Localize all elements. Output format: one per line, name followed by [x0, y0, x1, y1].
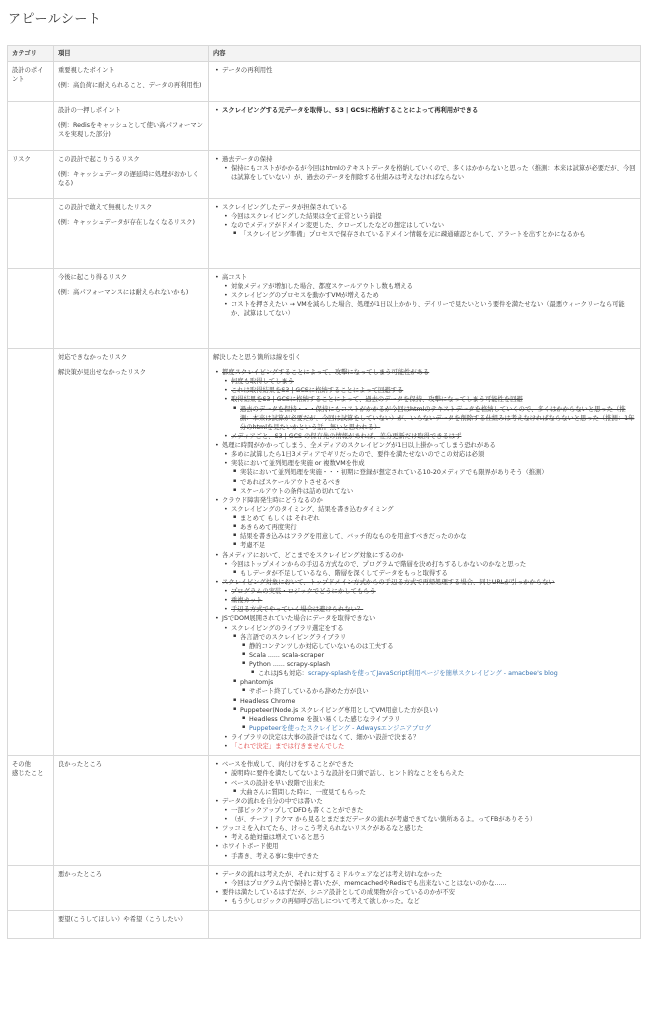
bullet-list — [213, 155, 636, 182]
list-item — [231, 395, 636, 432]
category-cell — [8, 102, 54, 150]
item-cell — [54, 865, 209, 911]
bullet-list — [213, 273, 636, 319]
list-item — [249, 724, 636, 733]
list-item-text: ベースを作成して、肉付けをすることができた — [222, 761, 354, 769]
list-item-text: 大曲さんに質問した時に、一度見てもらった — [240, 788, 366, 796]
item-text: 重要視したポイント — [58, 67, 115, 75]
category-cell — [8, 865, 54, 911]
list-item-text: 今回はトップメインからの手辺る方式なので、プログラムで階層を決め打ちするしかないのかなと思った — [231, 560, 527, 568]
list-item — [240, 788, 636, 797]
list-item-text: ベースの設計を早い段階で出来た — [231, 779, 326, 787]
list-item-text: これはJSも対応： — [258, 670, 308, 678]
list-item-text: データの流れを自分の中では書いた — [222, 797, 323, 805]
bullet-list — [222, 879, 636, 888]
list-item — [222, 155, 636, 182]
item-cell — [54, 756, 209, 865]
content-cell — [209, 102, 641, 150]
item-text: この設計で起こりうるリスク — [58, 155, 140, 163]
list-item — [240, 523, 636, 532]
bullet-list — [213, 368, 636, 751]
list-item-text: 実装において並列処理を実施 or 複数VMを作成 — [231, 460, 365, 468]
bullet-list — [240, 687, 636, 696]
list-item-text: スクレイピングのタイミング、結果を書き込むタイミング — [231, 505, 394, 513]
list-item — [231, 815, 636, 824]
list-item — [222, 496, 636, 551]
item-text: (例：キャッシュデータの遅延時に処理がおかしくなる) — [58, 170, 199, 187]
table-row — [8, 198, 641, 268]
list-item — [231, 769, 636, 778]
bullet-list — [213, 870, 636, 907]
bullet-list — [222, 624, 636, 752]
list-item-text: 保持にもコストがかかるが今回はhtmlのテキストデータを格納していくので、多くはかからないと思った（推測：本来は試算が必要だが、今回は試算をしていない）が、過去のデータを削除する仕組みは考えなければならない — [231, 164, 636, 181]
list-item — [231, 386, 636, 395]
list-item — [222, 578, 636, 587]
list-item — [222, 203, 636, 240]
table-row — [8, 911, 641, 939]
table-row — [8, 150, 641, 198]
list-item — [231, 212, 636, 221]
list-item-text: まとめて もしくは それぞれ — [240, 515, 320, 522]
list-item-text: phantomjs — [240, 679, 274, 687]
content-cell — [209, 911, 641, 939]
table-row — [8, 268, 641, 348]
item-text: 悪かったところ — [58, 870, 103, 878]
bullet-list — [222, 560, 636, 578]
list-item-text: スクレイピングしたデータが担保されている — [222, 203, 348, 211]
list-item — [249, 651, 636, 660]
list-item — [240, 478, 636, 487]
bullet-list — [231, 230, 636, 239]
item-text: 解決策が見出せなかったリスク — [58, 369, 147, 376]
list-item-text: 都度スクレイピングすることによって、攻撃になってしまう可能性がある — [222, 369, 430, 376]
list-item-text: （が、チーフ | テクマ から見るとまだまだデータの流れが考慮できてない箇所あるよ。ってFBがありそう） — [231, 816, 537, 823]
category-cell — [8, 911, 54, 939]
item-cell — [54, 268, 209, 348]
bullet-list — [222, 897, 636, 906]
list-item-text: 静的コンテンツしか対応していないものは工夫する — [249, 642, 394, 650]
list-item — [222, 368, 636, 441]
item-cell — [54, 62, 209, 102]
list-item — [240, 468, 636, 477]
list-item-text: データの流れは考えたが、それに対するミドルウェアなどは考え切れなかった — [222, 870, 443, 878]
list-item-text: ホワイトボード使用 — [222, 843, 279, 851]
list-item-text: サポート終了しているから辞めた方が良い — [249, 688, 369, 696]
list-item — [222, 824, 636, 842]
list-item-text: スクレイピング対象において、トップドメイン方式からの手辺る方式で再帰処理する場合、同じURLが引っかからない — [222, 578, 555, 586]
list-item-text: Scala ...... scala-scraper — [249, 651, 325, 659]
bullet-list — [222, 833, 636, 842]
list-item — [240, 541, 636, 550]
list-item-text: ライブラリの決定は大事の設計ではなくて、細かい設計で決まる？ — [231, 734, 420, 741]
list-item — [231, 300, 636, 318]
bullet-list — [222, 450, 636, 496]
list-item — [240, 678, 636, 696]
list-item-text: 手書き、考える事に集中できた — [231, 852, 319, 860]
item-cell — [54, 102, 209, 150]
list-item-text: 高コスト — [222, 273, 248, 281]
category-cell — [8, 348, 54, 755]
item-text: (例：キャッシュデータが存在しなくなるリスク) — [58, 219, 195, 226]
list-item — [222, 106, 636, 115]
list-item-text: スクレイピングのプロセスを動かすVMが増えるため — [231, 292, 379, 300]
item-text: 対応できなかったリスク — [58, 353, 128, 361]
bullet-list — [213, 106, 636, 115]
list-item — [249, 660, 636, 678]
bullet-list — [231, 405, 636, 432]
list-item-text: 要件は満たしているはずだが、シニア設計としての成果物が合っているのかが不安 — [222, 888, 455, 896]
list-item-text: ツッコミを入れてたら、けっこう考えられないリスクがあるなと感じた — [222, 825, 424, 833]
list-item — [231, 833, 636, 842]
list-item-text: JSでDOM展開されていた場合にデータを取得できない — [222, 615, 376, 623]
list-item — [222, 273, 636, 319]
list-item — [231, 432, 636, 441]
list-item-text: 対象メディアが増加した場合、都度スケールアウトし数も増える — [231, 283, 413, 290]
list-item — [240, 514, 636, 523]
list-item-text: Python ...... scrapy-splash — [249, 661, 331, 668]
list-item — [231, 560, 636, 578]
list-item — [249, 642, 636, 651]
bullet-list — [222, 769, 636, 796]
table-header-row — [8, 46, 641, 62]
list-item-text: もしデータが不足しているなら、階層を深くしてデータをもっと取得する — [240, 569, 448, 577]
list-item-text: 過去データの保持 — [222, 155, 273, 163]
list-item-text: スクレイピングする元データを取得し、S3 | GCSに格納することによって再利用ができる — [222, 107, 479, 115]
content-cell — [209, 348, 641, 755]
list-item — [240, 230, 636, 239]
list-item-text: スクレイピングのライブラリ選定をする — [231, 624, 344, 632]
bullet-list — [222, 164, 636, 182]
list-item — [222, 797, 636, 824]
table-row — [8, 865, 641, 911]
bullet-list — [222, 282, 636, 319]
list-item — [240, 697, 636, 706]
list-item-text: 重複カット — [231, 597, 263, 605]
list-item-text: 実装において並列処理を実施・・・初期に登録が想定されている10-20メディアでも限界がありそう（推測） — [240, 469, 548, 477]
item-text: この設計で敢えて無視したリスク — [58, 203, 153, 211]
list-item-text: 各メディアにおいて、どこまでをスクレイピング対象にするのか — [222, 551, 404, 559]
list-item-text: 今回はプログラム内で保持と書いたが、memcachedやRedisでも出来ないことはないのかな...... — [231, 879, 507, 887]
table-row — [8, 102, 641, 150]
bullet-list — [231, 633, 636, 733]
list-item — [231, 164, 636, 182]
table-row — [8, 756, 641, 865]
bullet-list — [222, 505, 636, 551]
bullet-list — [249, 669, 636, 678]
table-row — [8, 348, 641, 755]
item-cell — [54, 348, 209, 755]
bullet-list — [240, 642, 636, 679]
bullet-list — [213, 760, 636, 860]
list-item-text: Puppeteer(Node.js スクレイピング専用としてVM用意した方が良い) — [240, 706, 438, 714]
list-item — [240, 569, 636, 578]
list-item — [240, 706, 636, 733]
list-item — [222, 870, 636, 888]
list-item-text: 考慮不足 — [240, 542, 266, 550]
list-item-text: 手辺る方式でやっていく場合は避けられない？ — [231, 606, 364, 614]
list-item — [222, 66, 636, 75]
list-item-text: データの再利用性 — [222, 67, 273, 75]
list-item — [231, 605, 636, 614]
list-item-text: スケールアウトの条件は詰め切れてない — [240, 487, 354, 495]
header-category: カテゴリ — [8, 46, 54, 62]
list-item — [231, 779, 636, 797]
list-item-text: Headless Chrome — [240, 697, 296, 705]
bullet-list — [213, 203, 636, 240]
list-item-text: 説明時に要件を満たしてないような設計を口頭で話し、ヒント的なことをもらえた — [231, 770, 464, 778]
list-item — [231, 450, 636, 459]
list-item — [231, 377, 636, 386]
bullet-list — [213, 66, 636, 75]
list-item-text: 過去のデータを保持・・・保持にもコストがかかるが今回はhtmlのテキストデータを格納していくので、多くはかからないと思った（推測：本来は試算が必要だが、今回は試算をしていない）が、いらないデータを削除する仕組みは考えなければならないと思った（推測：1年分のhtmlを見たいかという話。無いと思われる） — [240, 405, 635, 431]
category-cell — [8, 198, 54, 268]
list-item-text: 多めに試算したら1日3メディアでギリだったので、要件を満たせないのでこの対応は必須 — [231, 451, 485, 459]
list-item — [240, 487, 636, 496]
list-item-text: であればスケールアウトさせるべき — [240, 478, 341, 486]
bullet-list — [231, 569, 636, 578]
item-text: 今後に起こり得るリスク — [58, 273, 128, 281]
list-item — [249, 715, 636, 724]
item-text: 設計の一押しポイント — [58, 107, 121, 115]
item-cell — [54, 150, 209, 198]
item-text: (例：高負荷に耐えられること、データの再利用性) — [58, 82, 202, 90]
item-cell — [54, 911, 209, 939]
bullet-list — [231, 788, 636, 797]
list-item-text: クラウド障害発生時にどうなるのか — [222, 496, 323, 504]
list-item-text: プログラムの実装・ロジックでどうにかしてもらう — [231, 588, 376, 595]
page-title: アピールシート — [8, 12, 102, 27]
list-item — [231, 624, 636, 734]
category-cell: その他 感じたこと — [8, 756, 54, 865]
category-cell: 設計のポイント — [8, 62, 54, 102]
list-item — [222, 842, 636, 860]
list-item — [231, 505, 636, 551]
list-item — [231, 852, 636, 861]
list-item-text: 考える絶対量は増えていると思う — [231, 834, 326, 842]
list-item — [231, 733, 636, 742]
list-item — [231, 291, 636, 300]
bullet-list — [240, 715, 636, 733]
list-item — [240, 532, 636, 541]
list-item — [222, 888, 636, 906]
list-item-text: もう少しロジックの再帰呼び出しについて考えて欲しかった。など — [231, 898, 420, 905]
list-item — [240, 633, 636, 679]
list-item-text: コストを押さえたい → VMを減らした場合、処理が1日以上かかり、デイリーで見たいという要件を満たせない（最悪ウィークリーなら可能か、試算はしてない） — [231, 301, 625, 318]
table-row — [8, 62, 641, 102]
item-text: (例：Redisをキャッシュとして使い高パフォーマンスを実現した部分) — [58, 122, 203, 139]
list-item-text: なのでメディアがドメイン変更した、クローズしたなどの想定はしていない — [231, 222, 445, 230]
content-cell — [209, 150, 641, 198]
content-cell — [209, 865, 641, 911]
list-item-text: 一部ピックアップしてDFDも書くことができた — [231, 806, 364, 814]
bullet-list — [231, 468, 636, 495]
list-item-text: Headless Chrome を扱い易くした感じなライブラリ — [249, 715, 401, 723]
list-item-text: 今回はスクレイピングした結果は全て正常という前提 — [231, 213, 382, 220]
item-text: (例：高パフォーマンスには耐えられないかも) — [58, 289, 189, 296]
bullet-list — [231, 514, 636, 551]
bullet-list — [222, 806, 636, 824]
list-item-text: 各言語でのスクレイピングライブラリ — [240, 633, 347, 641]
list-item-text: メディアごと、S3 | GCS の保存先の情報があれば、差分更新だけ取得できるはず — [231, 432, 462, 440]
content-cell — [209, 198, 641, 268]
content-cell — [209, 62, 641, 102]
list-item — [231, 459, 636, 496]
list-item — [231, 596, 636, 605]
item-text: 要望(こうしてほしい）や希望（こうしたい） — [58, 916, 187, 924]
list-item — [222, 441, 636, 496]
list-item — [222, 614, 636, 751]
list-item-text: 処理に時間がかかってしまう、全メディアのスクレイピングが1日以上掛かってしまう恐れがある — [222, 442, 496, 449]
header-content: 内容 — [209, 46, 641, 62]
category-cell: リスク — [8, 150, 54, 198]
list-item-text: 「スクレイピング準備」プロセスで保存されているドメイン情報を元に疎通確認とかして、アラートを出すとかになるかも — [240, 231, 586, 239]
list-item — [249, 687, 636, 696]
list-item — [222, 551, 636, 578]
list-item — [231, 587, 636, 596]
list-item-text: あきらめて再度実行 — [240, 524, 297, 532]
list-item-text: 取得結果をS3 | GCSに格納することによって、過去のデータを保持、攻撃になってしまう可能性を回避 — [231, 396, 523, 404]
bullet-list — [222, 377, 636, 441]
bullet-list — [222, 852, 636, 861]
content-note: 解決したと思う箇所は線を引く — [213, 353, 302, 361]
list-item-text: 結果を書き込みはフラグを用意して、バッチ的なものを用意すべきだったのかな — [240, 533, 467, 541]
external-link[interactable]: Puppeteerを使ったスクレイピング - Adwaysエンジニアブログ — [249, 724, 431, 732]
content-cell — [209, 268, 641, 348]
list-item — [231, 879, 636, 888]
list-item — [258, 669, 636, 678]
item-text: 良かったところ — [58, 761, 103, 769]
list-item-text: 何度も取得してしまう — [231, 378, 294, 386]
appeal-table — [7, 45, 641, 939]
header-item: 項目 — [54, 46, 209, 62]
list-item-text: これは取得結果をS3 | GCSに格納することによって回避する — [231, 387, 404, 395]
item-cell — [54, 198, 209, 268]
category-cell — [8, 268, 54, 348]
list-item — [231, 806, 636, 815]
bullet-list — [222, 212, 636, 239]
list-item — [222, 760, 636, 797]
list-item — [231, 282, 636, 291]
list-item — [240, 405, 636, 432]
content-cell — [209, 756, 641, 865]
list-item — [231, 221, 636, 239]
list-item — [231, 742, 636, 751]
list-item-text: 「これで決定」までは行きませんでした — [231, 743, 345, 751]
external-link[interactable]: scrapy-splashを使ってJavaScript利用ページを簡単スクレイピング - amacbee's blog — [307, 670, 558, 678]
list-item — [231, 897, 636, 906]
